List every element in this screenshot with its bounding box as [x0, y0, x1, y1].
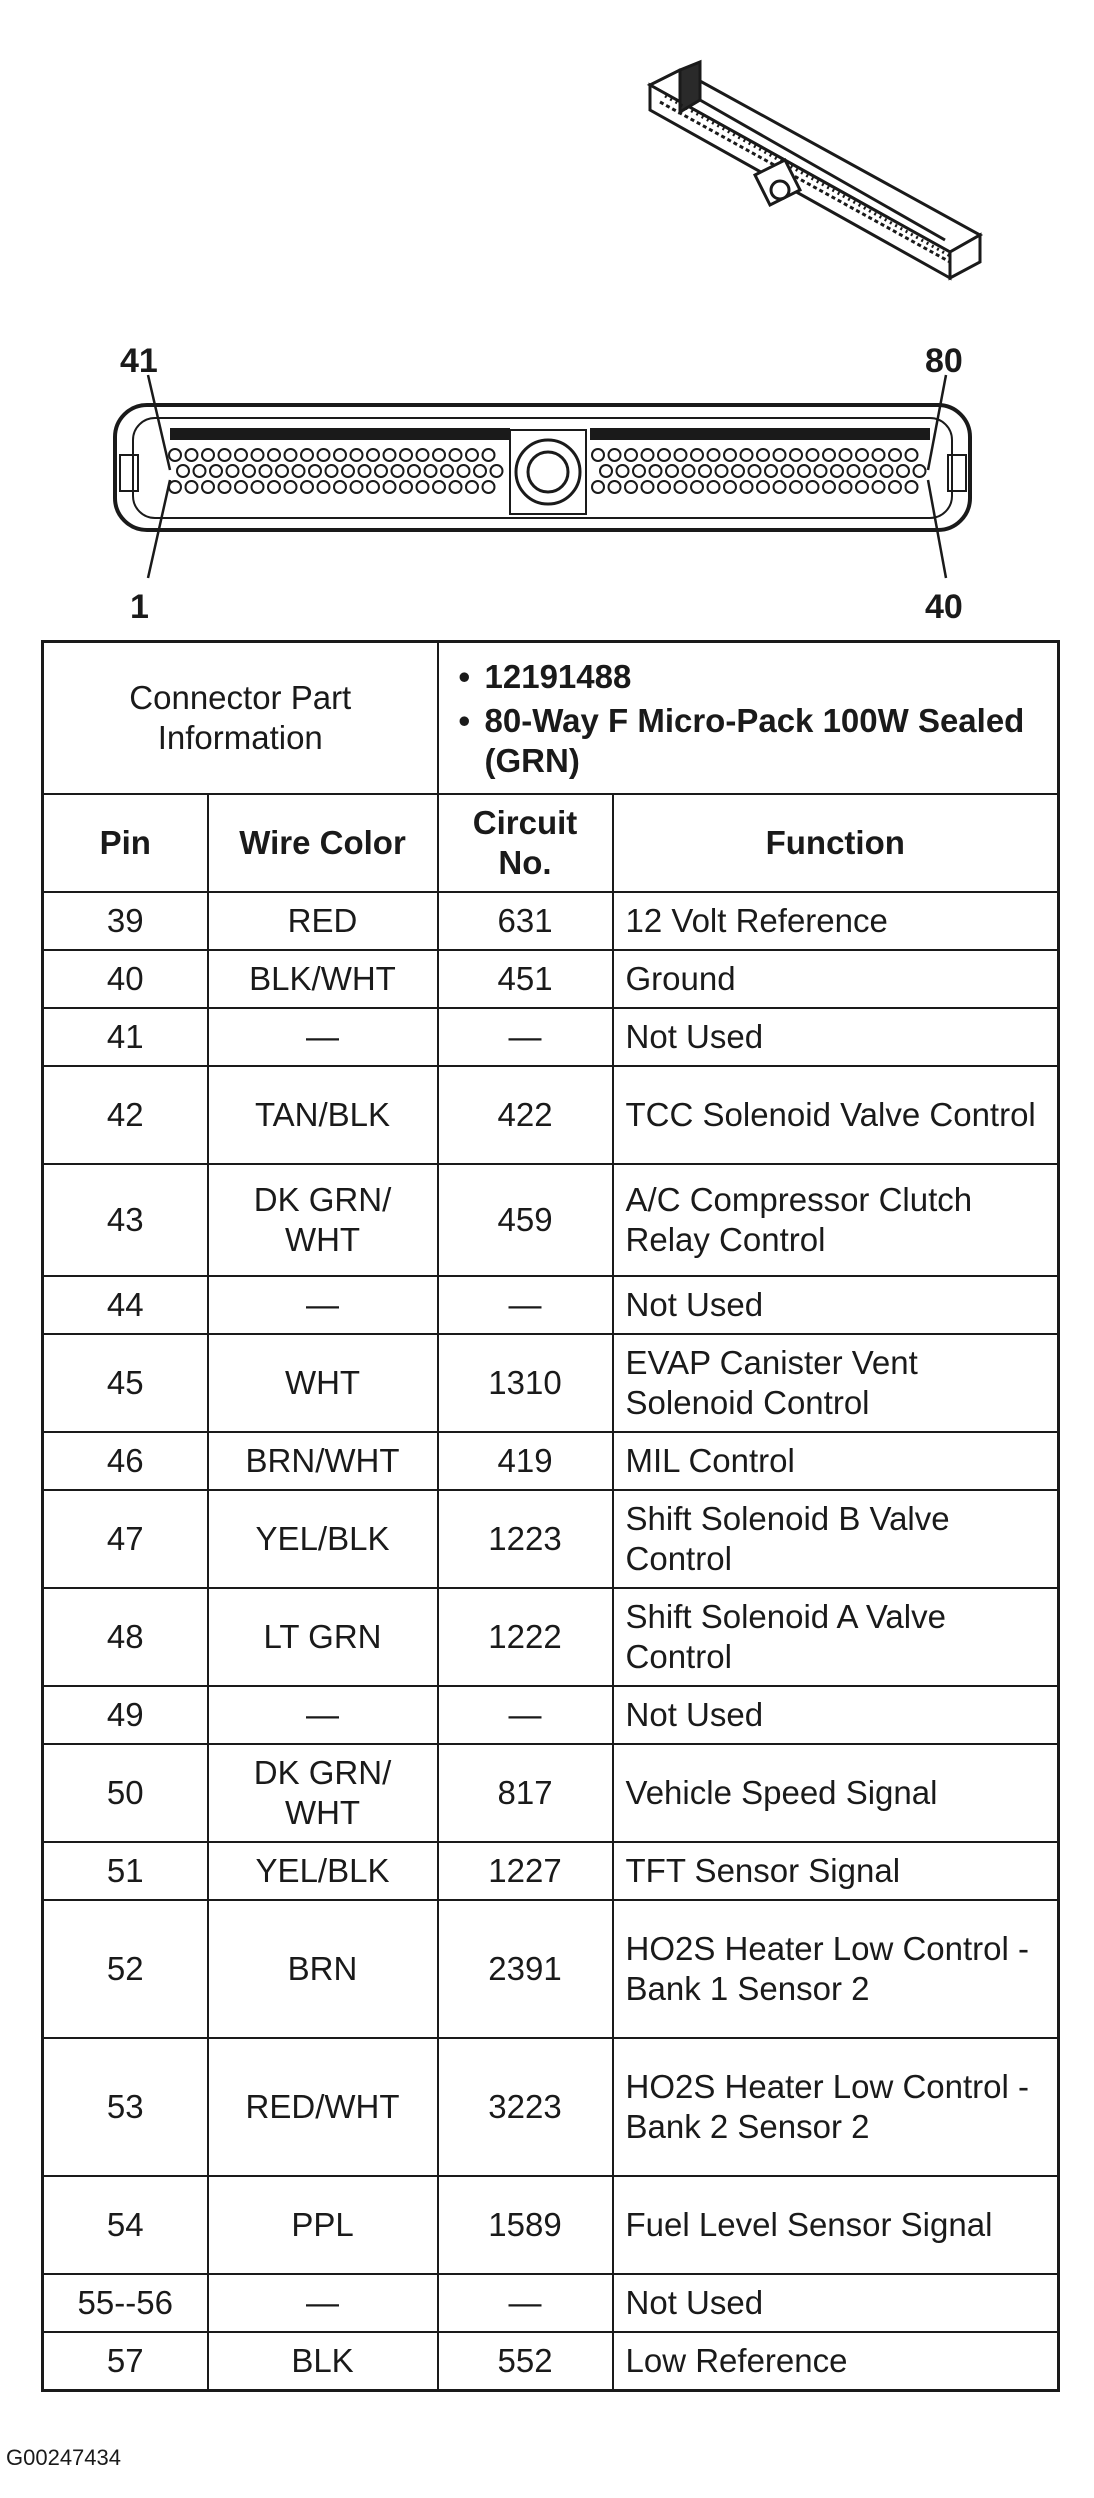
pin-hole	[441, 465, 453, 477]
pin-hole	[666, 465, 678, 477]
pin-cell: 40	[43, 950, 208, 1008]
pin-hole	[757, 449, 769, 461]
circuit-cell: 1222	[438, 1588, 613, 1686]
function-cell: A/C Compressor Clutch Relay Control	[613, 1164, 1059, 1276]
pin-cell: 39	[43, 892, 208, 950]
pin-hole	[683, 465, 695, 477]
figure-id: G00247434	[6, 2445, 121, 2470]
table-row	[43, 1490, 1059, 1588]
pin-hole	[708, 449, 720, 461]
function-cell: Not Used	[613, 2274, 1059, 2332]
pin-hole	[351, 481, 363, 493]
table-row	[43, 1276, 1059, 1334]
pin-hole	[301, 481, 313, 493]
column-header-circuit: Circuit No.	[438, 794, 613, 892]
pin-hole	[177, 465, 189, 477]
pin-holes-left	[169, 449, 503, 493]
pin-cell: 55--56	[43, 2274, 208, 2332]
pin-hole	[268, 481, 280, 493]
pin-hole	[243, 465, 255, 477]
pin-hole	[433, 449, 445, 461]
pin-hole	[798, 465, 810, 477]
circuit-cell: 422	[438, 1066, 613, 1164]
pin-hole	[840, 449, 852, 461]
pin-hole	[699, 465, 711, 477]
pin-cell: 57	[43, 2332, 208, 2390]
pin-hole	[375, 465, 387, 477]
pin-hole	[790, 449, 802, 461]
wire-color-cell: LT GRN	[208, 1588, 438, 1686]
pin-hole	[691, 449, 703, 461]
circuit-cell: 1310	[438, 1334, 613, 1432]
pin-hole	[318, 481, 330, 493]
pin-hole	[235, 449, 247, 461]
wire-color-cell: WHT	[208, 1334, 438, 1432]
pin-hole	[732, 465, 744, 477]
pin-hole	[889, 481, 901, 493]
connector-description: • 80-Way F Micro-Pack 100W Sealed (GRN)	[451, 701, 1046, 781]
pin-hole	[318, 449, 330, 461]
wire-color-cell: TAN/BLK	[208, 1066, 438, 1164]
pin-hole	[625, 449, 637, 461]
pin-hole	[425, 465, 437, 477]
pin-hole	[367, 449, 379, 461]
table-row	[43, 1686, 1059, 1744]
pin-hole	[219, 449, 231, 461]
pin-hole	[483, 449, 495, 461]
function-cell: TCC Solenoid Valve Control	[613, 1066, 1059, 1164]
function-cell: HO2S Heater Low Control - Bank 2 Sensor 2	[613, 2038, 1059, 2176]
pin-cell: 53	[43, 2038, 208, 2176]
pin-hole	[194, 465, 206, 477]
function-cell: MIL Control	[613, 1432, 1059, 1490]
pin-cell: 48	[43, 1588, 208, 1686]
pin-hole	[367, 481, 379, 493]
connector-3d-illustration	[650, 62, 980, 278]
circuit-cell: 451	[438, 950, 613, 1008]
pin-cell: 52	[43, 1900, 208, 2038]
pin-hole	[450, 449, 462, 461]
table-row	[43, 1334, 1059, 1432]
pin-hole	[749, 465, 761, 477]
circuit-cell: 552	[438, 2332, 613, 2390]
function-cell: EVAP Canister Vent Solenoid Control	[613, 1334, 1059, 1432]
pin-cell: 44	[43, 1276, 208, 1334]
pin-hole	[873, 481, 885, 493]
wire-color-cell: —	[208, 1686, 438, 1744]
pin-hole	[235, 481, 247, 493]
pin-hole	[831, 465, 843, 477]
pin-cell: 49	[43, 1686, 208, 1744]
connector-part-number: • 12191488	[451, 657, 1046, 697]
pin-hole	[400, 481, 412, 493]
pin-hole	[169, 481, 181, 493]
pin-label-1: 1	[130, 588, 149, 626]
pin-cell: 43	[43, 1164, 208, 1276]
pin-hole	[592, 449, 604, 461]
pin-cell: 54	[43, 2176, 208, 2274]
function-cell: Vehicle Speed Signal	[613, 1744, 1059, 1842]
connector-info-label: Connector Part Information	[43, 642, 438, 795]
pin-hole	[650, 465, 662, 477]
column-header-pin: Pin	[43, 794, 208, 892]
wire-color-cell: BLK	[208, 2332, 438, 2390]
pin-hole	[252, 449, 264, 461]
pin-hole	[691, 481, 703, 493]
table-row	[43, 1164, 1059, 1276]
function-cell: TFT Sensor Signal	[613, 1842, 1059, 1900]
circuit-cell: 817	[438, 1744, 613, 1842]
wire-color-cell: BLK/WHT	[208, 950, 438, 1008]
pin-hole	[483, 481, 495, 493]
pin-hole	[417, 449, 429, 461]
table-row	[43, 1842, 1059, 1900]
function-cell: Low Reference	[613, 2332, 1059, 2390]
pin-hole	[609, 449, 621, 461]
pin-hole	[450, 481, 462, 493]
function-cell: Shift Solenoid A Valve Control	[613, 1588, 1059, 1686]
pin-hole	[658, 449, 670, 461]
circuit-cell: 631	[438, 892, 613, 950]
wire-color-cell: —	[208, 1276, 438, 1334]
circuit-cell: 419	[438, 1432, 613, 1490]
pin-hole	[219, 481, 231, 493]
pin-hole	[408, 465, 420, 477]
table-header-row	[43, 794, 1059, 892]
function-cell: Ground	[613, 950, 1059, 1008]
pin-hole	[724, 481, 736, 493]
pin-hole	[716, 465, 728, 477]
wire-color-cell: YEL/BLK	[208, 1490, 438, 1588]
function-cell: Not Used	[613, 1276, 1059, 1334]
table-row	[43, 2176, 1059, 2274]
wire-color-cell: DK GRN/ WHT	[208, 1744, 438, 1842]
pin-hole	[326, 465, 338, 477]
circuit-cell: 1223	[438, 1490, 613, 1588]
pin-hole	[260, 465, 272, 477]
wire-color-cell: PPL	[208, 2176, 438, 2274]
pin-hole	[864, 465, 876, 477]
pin-hole	[906, 449, 918, 461]
function-cell: HO2S Heater Low Control - Bank 1 Sensor 2	[613, 1900, 1059, 2038]
pin-hole	[642, 449, 654, 461]
connector-info-row	[43, 642, 1059, 795]
pin-cell: 46	[43, 1432, 208, 1490]
pin-label-40: 40	[925, 588, 963, 626]
pin-hole	[741, 449, 753, 461]
pin-label-41: 41	[120, 342, 158, 380]
pin-hole	[914, 465, 926, 477]
table-row	[43, 892, 1059, 950]
pin-hole	[309, 465, 321, 477]
pin-hole	[466, 449, 478, 461]
function-cell: Shift Solenoid B Valve Control	[613, 1490, 1059, 1588]
pin-hole	[840, 481, 852, 493]
pin-cell: 47	[43, 1490, 208, 1588]
pin-hole	[658, 481, 670, 493]
table-row	[43, 2038, 1059, 2176]
connector-info-details	[438, 642, 1059, 795]
pin-hole	[856, 481, 868, 493]
table-row	[43, 950, 1059, 1008]
pin-hole	[897, 465, 909, 477]
pin-label-80: 80	[925, 342, 963, 380]
pin-hole	[807, 481, 819, 493]
wire-color-cell: DK GRN/ WHT	[208, 1164, 438, 1276]
circuit-cell: —	[438, 1686, 613, 1744]
pin-hole	[210, 465, 222, 477]
pin-hole	[334, 449, 346, 461]
pin-hole	[889, 449, 901, 461]
pin-hole	[856, 449, 868, 461]
function-cell: Not Used	[613, 1686, 1059, 1744]
pin-hole	[384, 449, 396, 461]
pin-hole	[169, 449, 181, 461]
pin-hole	[384, 481, 396, 493]
pin-hole	[642, 481, 654, 493]
pin-hole	[285, 449, 297, 461]
pin-hole	[342, 465, 354, 477]
pin-cell: 45	[43, 1334, 208, 1432]
pin-holes-right	[592, 449, 926, 493]
pin-hole	[417, 481, 429, 493]
pin-hole	[285, 481, 297, 493]
pin-hole	[724, 449, 736, 461]
wire-color-cell: —	[208, 1008, 438, 1066]
connector-diagram	[0, 0, 1094, 640]
table-row	[43, 2274, 1059, 2332]
circuit-cell: —	[438, 2274, 613, 2332]
pin-hole	[592, 481, 604, 493]
pin-hole	[186, 481, 198, 493]
function-cell: Not Used	[613, 1008, 1059, 1066]
pin-hole	[268, 449, 280, 461]
circuit-cell: 2391	[438, 1900, 613, 2038]
pin-hole	[823, 449, 835, 461]
wire-color-cell: RED/WHT	[208, 2038, 438, 2176]
pin-hole	[202, 481, 214, 493]
pin-hole	[617, 465, 629, 477]
pin-hole	[351, 449, 363, 461]
pin-cell: 51	[43, 1842, 208, 1900]
pin-hole	[848, 465, 860, 477]
pin-hole	[600, 465, 612, 477]
pin-hole	[491, 465, 503, 477]
wire-color-cell: YEL/BLK	[208, 1842, 438, 1900]
pin-cell: 42	[43, 1066, 208, 1164]
wire-color-cell: RED	[208, 892, 438, 950]
table-row	[43, 1432, 1059, 1490]
column-header-wire-color: Wire Color	[208, 794, 438, 892]
pin-hole	[765, 465, 777, 477]
pin-hole	[301, 449, 313, 461]
column-header-function: Function	[613, 794, 1059, 892]
pin-cell: 41	[43, 1008, 208, 1066]
pin-hole	[782, 465, 794, 477]
pin-hole	[790, 481, 802, 493]
circuit-cell: 1227	[438, 1842, 613, 1900]
pin-hole	[334, 481, 346, 493]
pin-hole	[708, 481, 720, 493]
pin-hole	[227, 465, 239, 477]
pin-hole	[741, 481, 753, 493]
pin-hole	[807, 449, 819, 461]
circuit-cell: 459	[438, 1164, 613, 1276]
table-row	[43, 1008, 1059, 1066]
function-cell: 12 Volt Reference	[613, 892, 1059, 950]
circuit-cell: —	[438, 1276, 613, 1334]
pin-hole	[252, 481, 264, 493]
table-row	[43, 1066, 1059, 1164]
pin-hole	[633, 465, 645, 477]
pin-hole	[675, 481, 687, 493]
pin-hole	[293, 465, 305, 477]
pin-hole	[815, 465, 827, 477]
pin-hole	[186, 449, 198, 461]
connector-face-view	[115, 405, 970, 530]
pinout-table	[41, 640, 1060, 2392]
pin-hole	[359, 465, 371, 477]
pin-hole	[823, 481, 835, 493]
pin-hole	[433, 481, 445, 493]
circuit-cell: 3223	[438, 2038, 613, 2176]
pin-hole	[774, 449, 786, 461]
pin-hole	[774, 481, 786, 493]
pin-hole	[906, 481, 918, 493]
wire-color-cell: BRN	[208, 1900, 438, 2038]
pin-hole	[202, 449, 214, 461]
pin-hole	[392, 465, 404, 477]
table-row	[43, 2332, 1059, 2390]
pin-hole	[400, 449, 412, 461]
pin-hole	[873, 449, 885, 461]
wire-color-cell: BRN/WHT	[208, 1432, 438, 1490]
table-row	[43, 1900, 1059, 2038]
table-row	[43, 1744, 1059, 1842]
pin-hole	[757, 481, 769, 493]
table-row	[43, 1588, 1059, 1686]
pin-cell: 50	[43, 1744, 208, 1842]
pin-hole	[675, 449, 687, 461]
pin-hole	[881, 465, 893, 477]
circuit-cell: 1589	[438, 2176, 613, 2274]
pin-hole	[276, 465, 288, 477]
wire-color-cell: —	[208, 2274, 438, 2332]
circuit-cell: —	[438, 1008, 613, 1066]
pin-hole	[474, 465, 486, 477]
pin-hole	[625, 481, 637, 493]
function-cell: Fuel Level Sensor Signal	[613, 2176, 1059, 2274]
pin-hole	[609, 481, 621, 493]
pin-hole	[466, 481, 478, 493]
pin-hole	[458, 465, 470, 477]
